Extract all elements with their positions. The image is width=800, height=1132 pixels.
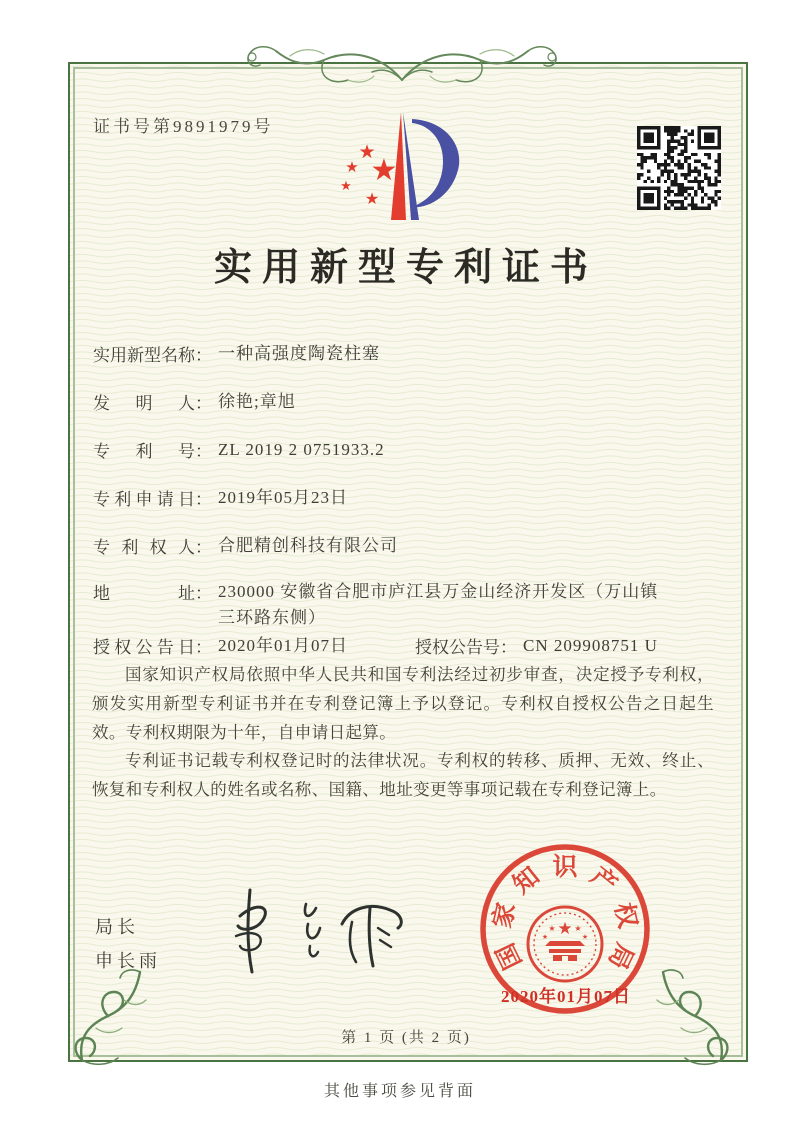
svg-text:权: 权 [609,900,641,931]
field-patent-number [93,437,385,463]
field-utility-model-name [93,341,380,367]
field-value: 2020年01月07日 [218,636,348,655]
field-value: 2019年05月23日 [218,488,348,507]
field-grant-row [93,633,713,659]
field-value: CN 209908751 U [523,636,658,655]
field-colon: ： [195,442,212,461]
svg-text:★: ★ [581,933,589,941]
signer-name: 申长雨 [95,951,161,971]
qr-code [637,126,721,210]
svg-text:★: ★ [574,924,582,933]
field-colon: ： [195,584,212,603]
field-value: 合肥精创科技有限公司 [218,536,398,555]
field-address [93,579,666,631]
field-label: 专利申请日 [93,490,195,509]
field-label: 地址 [93,584,195,603]
svg-text:家: 家 [489,900,521,931]
field-colon: ： [195,538,212,557]
svg-text:局: 局 [602,938,638,974]
svg-text:★: ★ [358,141,376,163]
field-application-date [93,485,348,511]
field-grant-number [415,633,658,659]
field-label: 发明人 [93,394,195,413]
signer-title: 局长 [95,917,139,937]
field-value: 一种高强度陶瓷柱塞 [218,344,380,363]
field-colon: ： [195,638,212,657]
svg-text:★: ★ [541,933,549,941]
field-label: 授权公告日 [93,638,195,657]
back-side-note: 其他事项参见背面 [323,1083,476,1100]
svg-text:识: 识 [552,854,578,881]
svg-text:知: 知 [508,862,545,900]
svg-text:★: ★ [370,153,398,188]
field-grant-date [93,633,415,659]
field-value: 230000 安徽省合肥市庐江县万金山经济开发区（万山镇三环路东侧） [218,582,659,627]
svg-text:★: ★ [345,158,359,176]
field-label: 授权公告号 [415,638,500,657]
svg-text:产: 产 [585,862,622,900]
page-number: 第 1 页 (共 2 页) [341,1030,471,1046]
field-inventor [93,389,296,415]
svg-text:★: ★ [364,189,380,208]
handwritten-signature-icon [212,884,422,976]
legal-paragraph-1: 国家知识产权局依照中华人民共和国专利法经过初步审查，决定授予专利权，颁发实用新型专利证书并在专利登记簿上予以登记。专利权自授权公告之日起生效。专利权期限为十年，自申请日起算。 [92,665,714,742]
field-colon: ： [500,638,517,657]
field-label: 专利权人 [93,538,195,557]
certificate-title: 实用新型专利证书 [213,247,598,289]
field-label: 专利号 [93,442,195,461]
field-label: 实用新型名称 [93,346,195,365]
field-colon: ： [195,346,212,365]
legal-paragraph-2: 专利证书记载专利权登记时的法律状况。专利权的转移、质押、无效、终止、恢复和专利权人的姓名或名称、国籍、地址变更等事项记载在专利登记簿上。 [92,751,714,800]
field-colon: ： [195,394,212,413]
svg-text:★: ★ [340,179,352,194]
svg-text:国: 国 [492,938,528,974]
field-colon: ： [195,490,212,509]
svg-text:★: ★ [557,919,573,939]
seal-date: 2020年01月07日 [501,987,631,1006]
svg-text:★: ★ [548,924,556,933]
field-value: 徐艳;章旭 [218,392,296,411]
legal-text-block [92,661,714,805]
field-value: ZL 2019 2 0751933.2 [218,440,385,459]
cnipa-logo-icon [332,106,474,230]
certificate-number: 证书号第9891979号 [93,117,274,136]
field-patentee [93,533,398,559]
